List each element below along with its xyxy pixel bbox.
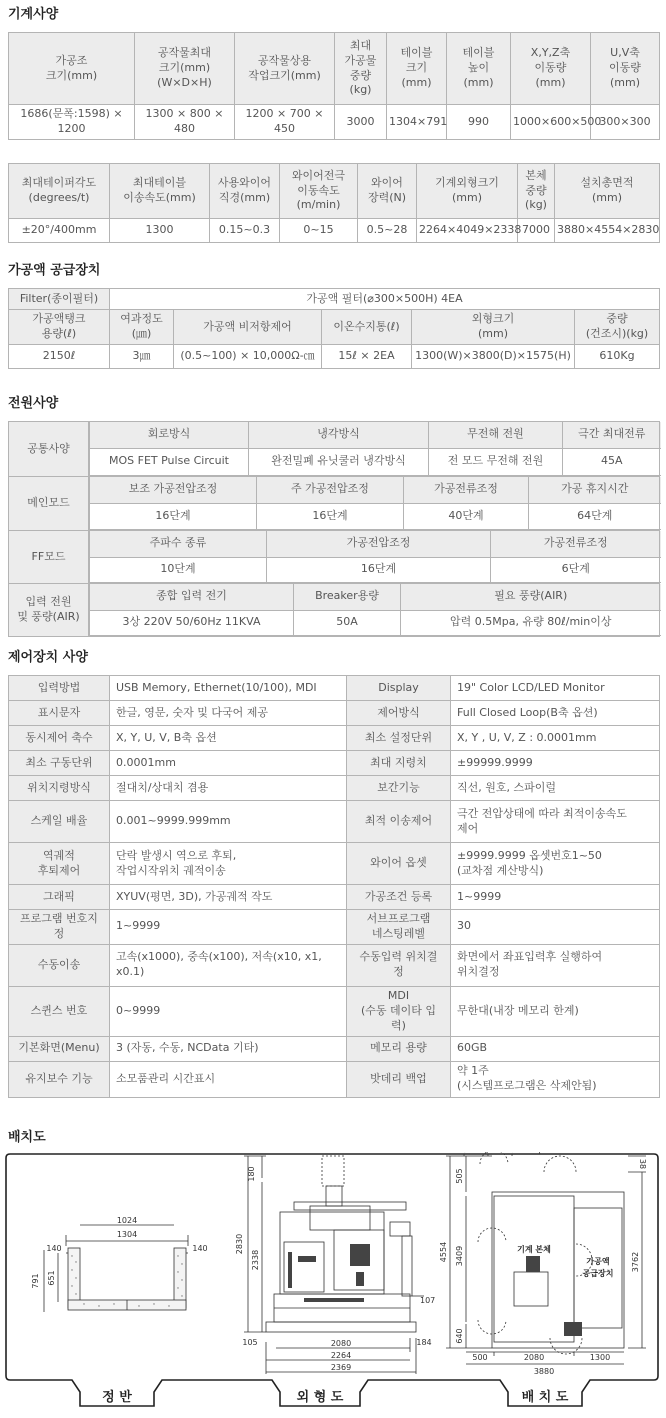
fluid-header-4: 외형크기 (mm) (412, 310, 575, 345)
machine2-header-6: 본체 중량 (kg) (518, 164, 555, 219)
power-main-value-3: 64단계 (529, 503, 661, 530)
control-value-3-3: ±99999.9999 (451, 751, 660, 776)
dim-2264: 2264 (330, 1351, 352, 1360)
dim-4554: 4554 (439, 1241, 448, 1263)
power-input-value-1: 50A (294, 610, 401, 636)
control-value-10-3: 무한대(내장 메모리 한계) (451, 986, 660, 1036)
control-row (9, 986, 660, 1036)
machine1-value-6: 1000×600×500 (511, 105, 591, 140)
machine2-header-1: 최대테이블 이송속도(mm) (110, 164, 210, 219)
control-row (9, 1061, 660, 1097)
control-label-2-0: 동시제어 축수 (9, 726, 110, 751)
power-common-value-2: 전 모드 무전해 전원 (429, 448, 563, 476)
control-row (9, 676, 660, 701)
control-label-3-2: 최대 지령치 (347, 751, 451, 776)
power-common-value-3: 45A (563, 448, 661, 476)
control-label-1-2: 제어방식 (347, 701, 451, 726)
machine1-header-2: 공작물상용 작업크기(mm) (235, 33, 335, 105)
power-ff-group (89, 531, 661, 583)
machine2-header-5: 기계외형크기 (mm) (417, 164, 518, 219)
machine-body-label: 기계 본체 (517, 1245, 551, 1254)
section-title-machine: 기계사양 (8, 7, 59, 22)
power-ff-header-1: 가공전압조정 (267, 531, 491, 557)
control-label-4-0: 위치지령방식 (9, 776, 110, 801)
fluid-value-0: 2150ℓ (9, 345, 110, 369)
power-main-group (89, 477, 661, 530)
control-value-1-1: 한글, 영문, 숫자 및 다국어 제공 (110, 701, 347, 726)
power-common-header-2: 무전해 전원 (429, 422, 563, 448)
fluid-value-5: 610Kg (575, 345, 660, 369)
fluid-value-1: 3㎛ (110, 345, 174, 369)
power-input-value-2: 압력 0.5Mpa, 유량 80ℓ/min이상 (401, 610, 661, 636)
control-value-2-3: X, Y , U, V, Z : 0.0001mm (451, 726, 660, 751)
control-value-4-1: 절대치/상대치 겸용 (110, 776, 347, 801)
control-label-3-0: 최소 구동단위 (9, 751, 110, 776)
machine2-value-0: ±20°/400mm (9, 219, 110, 243)
control-value-10-1: 0~9999 (110, 986, 347, 1036)
control-label-6-0: 역궤적 후퇴제어 (9, 843, 110, 885)
filter-value: 가공액 필터(⌀300×500H) 4EA (110, 289, 660, 310)
control-value-2-1: X, Y, U, V, B축 옵션 (110, 726, 347, 751)
fluid-value-4: 1300(W)×3800(D)×1575(H) (412, 345, 575, 369)
section-title-fluid: 가공액 공급장치 (8, 263, 101, 278)
control-value-6-1: 단락 발생시 역으로 후퇴, 작업시작위치 궤적이송 (110, 843, 347, 885)
machine2-value-4: 0.5~28 (358, 219, 417, 243)
control-label-12-2: 밧데리 백업 (347, 1061, 451, 1097)
power-input-header-2: 필요 풍량(AIR) (401, 584, 661, 610)
control-row (9, 944, 660, 986)
power-input-value-0: 3상 220V 50/60Hz 11KVA (90, 610, 294, 636)
power-ff-value-2: 6단계 (491, 557, 661, 583)
power-common-group (89, 422, 661, 476)
control-value-9-3: 화면에서 좌표입력후 실행하여 위치결정 (451, 944, 660, 986)
machine1-header-1: 공작물최대 크기(mm) (W×D×H) (135, 33, 235, 105)
control-label-8-0: 프로그램 번호지 정 (9, 910, 110, 945)
control-row (9, 843, 660, 885)
fluid-value-2: (0.5~100) × 10,000Ω-㎝ (174, 345, 322, 369)
power-input-group (89, 584, 661, 636)
power-input-label: 입력 전원 및 풍량(AIR) (9, 584, 89, 637)
control-label-2-2: 최소 설정단위 (347, 726, 451, 751)
control-label-0-0: 입력방법 (9, 676, 110, 701)
dim-791: 791 (31, 1273, 40, 1289)
fluid-header-2: 가공액 비저항제어 (174, 310, 322, 345)
control-label-5-0: 스케일 배율 (9, 801, 110, 843)
control-label-9-0: 수동이송 (9, 944, 110, 986)
dim-505: 505 (455, 1168, 464, 1184)
power-main-label: 메인모드 (9, 477, 89, 531)
power-main-header-2: 가공전류조정 (404, 477, 529, 503)
power-common-value-0: MOS FET Pulse Circuit (90, 448, 249, 476)
fluid-header-0: 가공액탱크 용량(ℓ) (9, 310, 110, 345)
dim-180: 180 (247, 1166, 256, 1182)
outline-view-shading (288, 1244, 370, 1302)
power-common-value-1: 완전밀폐 유닛쿨러 냉각방식 (249, 448, 429, 476)
machine1-value-4: 1304×791 (387, 105, 447, 140)
tab-label-layout: 배 치 도 (521, 1390, 569, 1405)
dim-1300: 1300 (589, 1353, 611, 1362)
dim-107: 107 (420, 1296, 436, 1305)
control-label-9-2: 수동입력 위치결 정 (347, 944, 451, 986)
control-label-11-0: 기본화면(Menu) (9, 1036, 110, 1061)
control-label-7-0: 그래픽 (9, 885, 110, 910)
machine1-value-0: 1686(문폭:1598) × 1200 (9, 105, 135, 140)
fluid-unit-label-2: 공급장치 (582, 1269, 614, 1278)
machine2-value-6: 7000 (518, 219, 555, 243)
power-main-header-3: 가공 휴지시간 (529, 477, 661, 503)
control-value-0-3: 19" Color LCD/LED Monitor (451, 676, 660, 701)
control-label-8-2: 서브프로그램 네스팅레벨 (347, 910, 451, 945)
control-label-11-2: 메모리 용량 (347, 1036, 451, 1061)
machine2-value-1: 1300 (110, 219, 210, 243)
power-main-value-0: 16단계 (90, 503, 257, 530)
control-label-5-2: 최적 이송제어 (347, 801, 451, 843)
control-value-11-1: 3 (자동, 수동, NCData 기타) (110, 1036, 347, 1061)
dim-640: 640 (455, 1328, 464, 1344)
power-input-header-1: Breaker용량 (294, 584, 401, 610)
machine1-header-3: 최대 가공물 중량 (kg) (335, 33, 387, 105)
section-title-layout: 배치도 (8, 1130, 46, 1145)
power-ff-header-2: 가공전류조정 (491, 531, 661, 557)
power-common-header-3: 극간 최대전류 (563, 422, 661, 448)
power-ff-value-0: 10단계 (90, 557, 267, 583)
control-row (9, 885, 660, 910)
machine-spec-table-1 (8, 32, 660, 140)
control-row (9, 751, 660, 776)
fluid-value-3: 15ℓ × 2EA (322, 345, 412, 369)
dim-3880: 3880 (533, 1367, 555, 1376)
control-row (9, 776, 660, 801)
dim-500: 500 (472, 1353, 488, 1362)
control-row (9, 701, 660, 726)
layout-diagram (4, 1152, 660, 1412)
control-label-4-2: 보간기능 (347, 776, 451, 801)
dim-140-left: 140 (46, 1244, 62, 1253)
dim-1304: 1304 (116, 1230, 138, 1239)
power-ff-value-1: 16단계 (267, 557, 491, 583)
tab-label-table: 정 반 (102, 1390, 132, 1405)
control-value-12-3: 약 1주 (시스템프로그램은 삭제안됨) (451, 1061, 660, 1097)
control-value-9-1: 고속(x1000), 중속(x100), 저속(x10, x1, x0.1) (110, 944, 347, 986)
control-label-0-2: Display (347, 676, 451, 701)
dim-184: 184 (416, 1338, 432, 1347)
control-value-7-1: XYUV(평면, 3D), 가공궤적 작도 (110, 885, 347, 910)
machine2-header-2: 사용와이어 직경(mm) (210, 164, 280, 219)
tab-label-outline: 외 형 도 (296, 1390, 344, 1405)
control-value-3-1: 0.0001mm (110, 751, 347, 776)
filter-label: Filter(종이필터) (9, 289, 110, 310)
control-value-6-3: ±9999.9999 옵셋번호1~50 (교차점 계산방식) (451, 843, 660, 885)
machine-spec-table-2 (8, 163, 660, 243)
dim-2338: 2338 (251, 1249, 260, 1271)
control-label-1-0: 표시문자 (9, 701, 110, 726)
control-value-7-3: 1~9999 (451, 885, 660, 910)
machine1-value-5: 990 (447, 105, 511, 140)
control-label-10-0: 스퀸스 번호 (9, 986, 110, 1036)
power-ff-header-0: 주파수 종류 (90, 531, 267, 557)
machine1-header-6: X,Y,Z축 이동량 (mm) (511, 33, 591, 105)
power-main-header-1: 주 가공전압조정 (257, 477, 404, 503)
dim-2830: 2830 (235, 1233, 244, 1255)
dim-140-right: 140 (192, 1244, 208, 1253)
control-value-5-1: 0.001~9999.999mm (110, 801, 347, 843)
power-common-label: 공통사양 (9, 422, 89, 477)
table-view-dots (71, 1255, 182, 1306)
control-row (9, 1036, 660, 1061)
machine2-value-3: 0~15 (280, 219, 358, 243)
fluid-header-1: 여과정도 (㎛) (110, 310, 174, 345)
control-row (9, 801, 660, 843)
control-value-8-1: 1~9999 (110, 910, 347, 945)
control-label-10-2: MDI (수동 데이타 입 력) (347, 986, 451, 1036)
power-spec-table (8, 421, 660, 637)
control-value-8-3: 30 (451, 910, 660, 945)
control-spec-table (8, 675, 660, 1098)
control-value-0-1: USB Memory, Ethernet(10/100), MDI (110, 676, 347, 701)
dim-3409: 3409 (455, 1245, 464, 1267)
dim-3762: 3762 (631, 1251, 640, 1273)
dim-38: 38 (638, 1158, 647, 1170)
machine1-header-0: 가공조 크기(mm) (9, 33, 135, 105)
machine1-value-1: 1300 × 800 × 480 (135, 105, 235, 140)
machine2-value-5: 2264×4049×2338 (417, 219, 518, 243)
control-label-12-0: 유지보수 기능 (9, 1061, 110, 1097)
control-label-6-2: 와이어 옵셋 (347, 843, 451, 885)
fluid-header-3: 이온수지통(ℓ) (322, 310, 412, 345)
power-main-value-1: 16단계 (257, 503, 404, 530)
machine1-value-7: 300×300 (591, 105, 660, 140)
control-value-1-3: Full Closed Loop(B축 옵션) (451, 701, 660, 726)
dim-651: 651 (47, 1270, 56, 1286)
dim-1024: 1024 (116, 1216, 138, 1225)
section-title-power: 전원사양 (8, 396, 59, 411)
dim-105: 105 (242, 1338, 258, 1347)
machine2-value-2: 0.15~0.3 (210, 219, 280, 243)
dim-2080: 2080 (330, 1339, 352, 1348)
section-title-control: 제어장치 사양 (8, 650, 88, 665)
power-input-header-0: 종합 입력 전기 (90, 584, 294, 610)
fluid-supply-table (8, 288, 660, 369)
machine2-header-4: 와이어 장력(N) (358, 164, 417, 219)
dim-2080-layout: 2080 (523, 1353, 545, 1362)
control-row (9, 910, 660, 945)
control-value-4-3: 직선, 원호, 스파이럴 (451, 776, 660, 801)
machine1-value-2: 1200 × 700 × 450 (235, 105, 335, 140)
machine1-value-3: 3000 (335, 105, 387, 140)
control-value-5-3: 극간 전압상태에 따라 최적이송속도 제어 (451, 801, 660, 843)
machine2-header-3: 와이어전극 이동속도 (m/min) (280, 164, 358, 219)
control-row (9, 726, 660, 751)
machine2-header-7: 설치총면적 (mm) (555, 164, 660, 219)
power-main-value-2: 40단계 (404, 503, 529, 530)
machine1-header-4: 테이블 크기 (mm) (387, 33, 447, 105)
dim-2369: 2369 (330, 1363, 352, 1372)
power-ff-label: FF모드 (9, 531, 89, 584)
machine2-header-0: 최대테이퍼각도 (degrees/t) (9, 164, 110, 219)
layout-view (446, 1152, 646, 1364)
control-value-12-1: 소모품관리 시간표시 (110, 1061, 347, 1097)
power-common-header-0: 회로방식 (90, 422, 249, 448)
machine1-header-7: U,V축 이동량 (mm) (591, 33, 660, 105)
machine1-header-5: 테이블 높이 (mm) (447, 33, 511, 105)
power-main-header-0: 보조 가공전압조정 (90, 477, 257, 503)
fluid-unit-label-1: 가공액 (586, 1257, 610, 1266)
machine2-value-7: 3880×4554×2830 (555, 219, 660, 243)
control-value-11-3: 60GB (451, 1036, 660, 1061)
power-common-header-1: 냉각방식 (249, 422, 429, 448)
control-label-7-2: 가공조건 등록 (347, 885, 451, 910)
fluid-header-5: 중량 (건조시)(kg) (575, 310, 660, 345)
